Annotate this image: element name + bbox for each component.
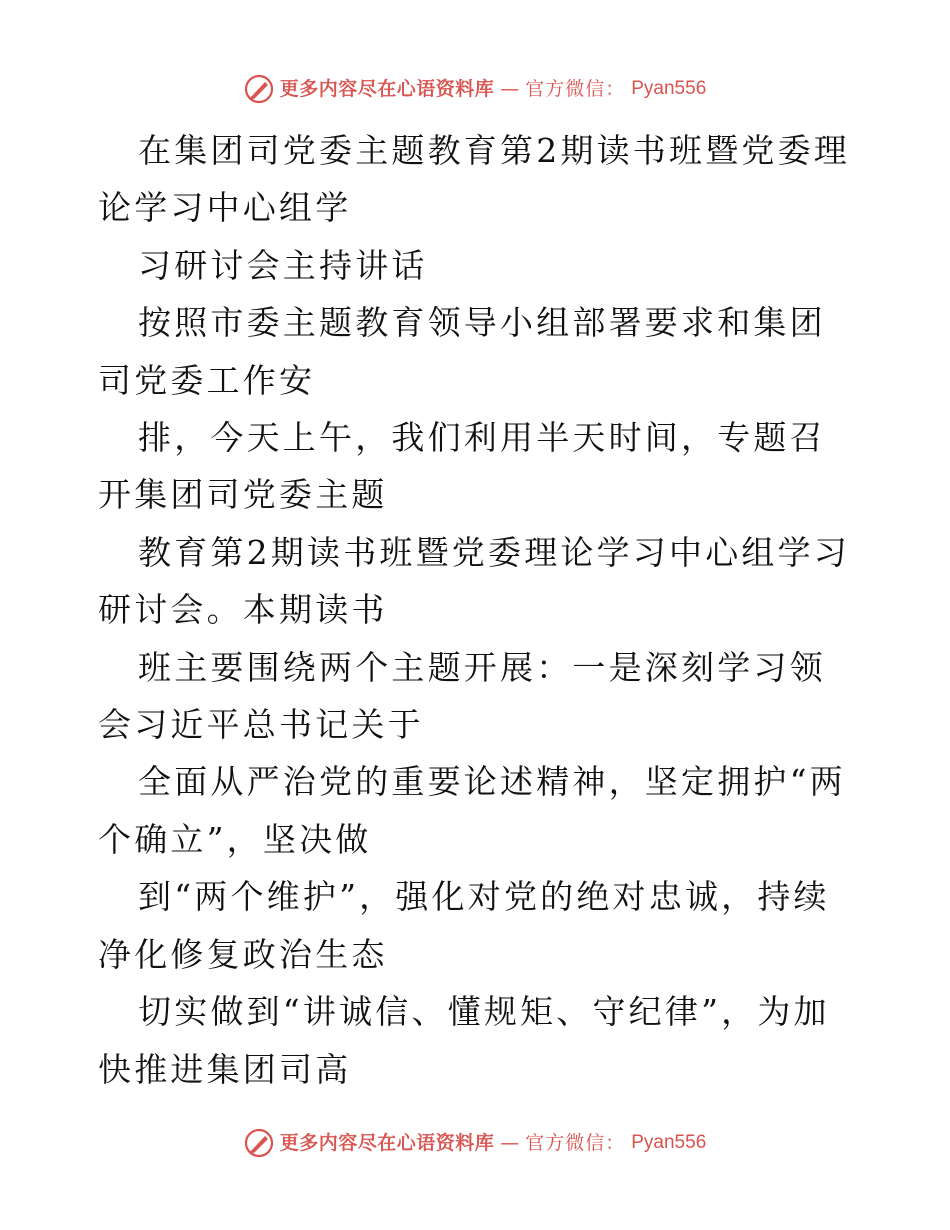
- watermark-separator: —: [500, 1132, 520, 1154]
- watermark-separator: —: [500, 78, 520, 100]
- watermark-wechat-label: 官方微信：: [525, 1132, 626, 1154]
- paragraph-title-1: 在集团司党委主题教育第2期读书班暨党委理论学习中心组学: [98, 131, 850, 228]
- paragraph-body-6: 到“两个维护”，强化对党的绝对忠诚，持续净化修复政治生态: [98, 877, 830, 974]
- watermark-main-text: 更多内容尽在心语资料库: [279, 78, 495, 100]
- paragraph-body-2: 排，今天上午，我们利用半天时间，专题召开集团司党委主题: [98, 418, 826, 515]
- paragraph-body-1: 按照市委主题教育领导小组部署要求和集团司党委工作安: [98, 303, 826, 400]
- paragraph-body-4: 班主要围绕两个主题开展：一是深刻学习领会习近平总书记关于: [98, 647, 826, 745]
- watermark-wechat-label: 官方微信：: [525, 78, 626, 100]
- paragraph-body-5: 全面从严治党的重要论述精神，坚定拥护“两个确立”，坚决做: [98, 762, 846, 859]
- quill-pen-logo-icon: [244, 74, 274, 104]
- header-watermark: [0, 74, 950, 104]
- document-body: [98, 122, 858, 1098]
- watermark-wechat-id: Pyan556: [631, 1132, 707, 1153]
- paragraph-body-3: 教育第2期读书班暨党委理论学习中心组学习研讨会。本期读书: [98, 532, 850, 630]
- quill-pen-logo-icon: [244, 1128, 274, 1158]
- footer-watermark: [0, 1128, 950, 1158]
- paragraph-title-2: 习研讨会主持讲话: [138, 245, 428, 285]
- watermark-wechat-id: Pyan556: [631, 78, 707, 99]
- paragraph-body-7: 切实做到“讲诚信、懂规矩、守纪律”，为加快推进集团司高: [98, 992, 830, 1089]
- watermark-main-text: 更多内容尽在心语资料库: [279, 1132, 495, 1154]
